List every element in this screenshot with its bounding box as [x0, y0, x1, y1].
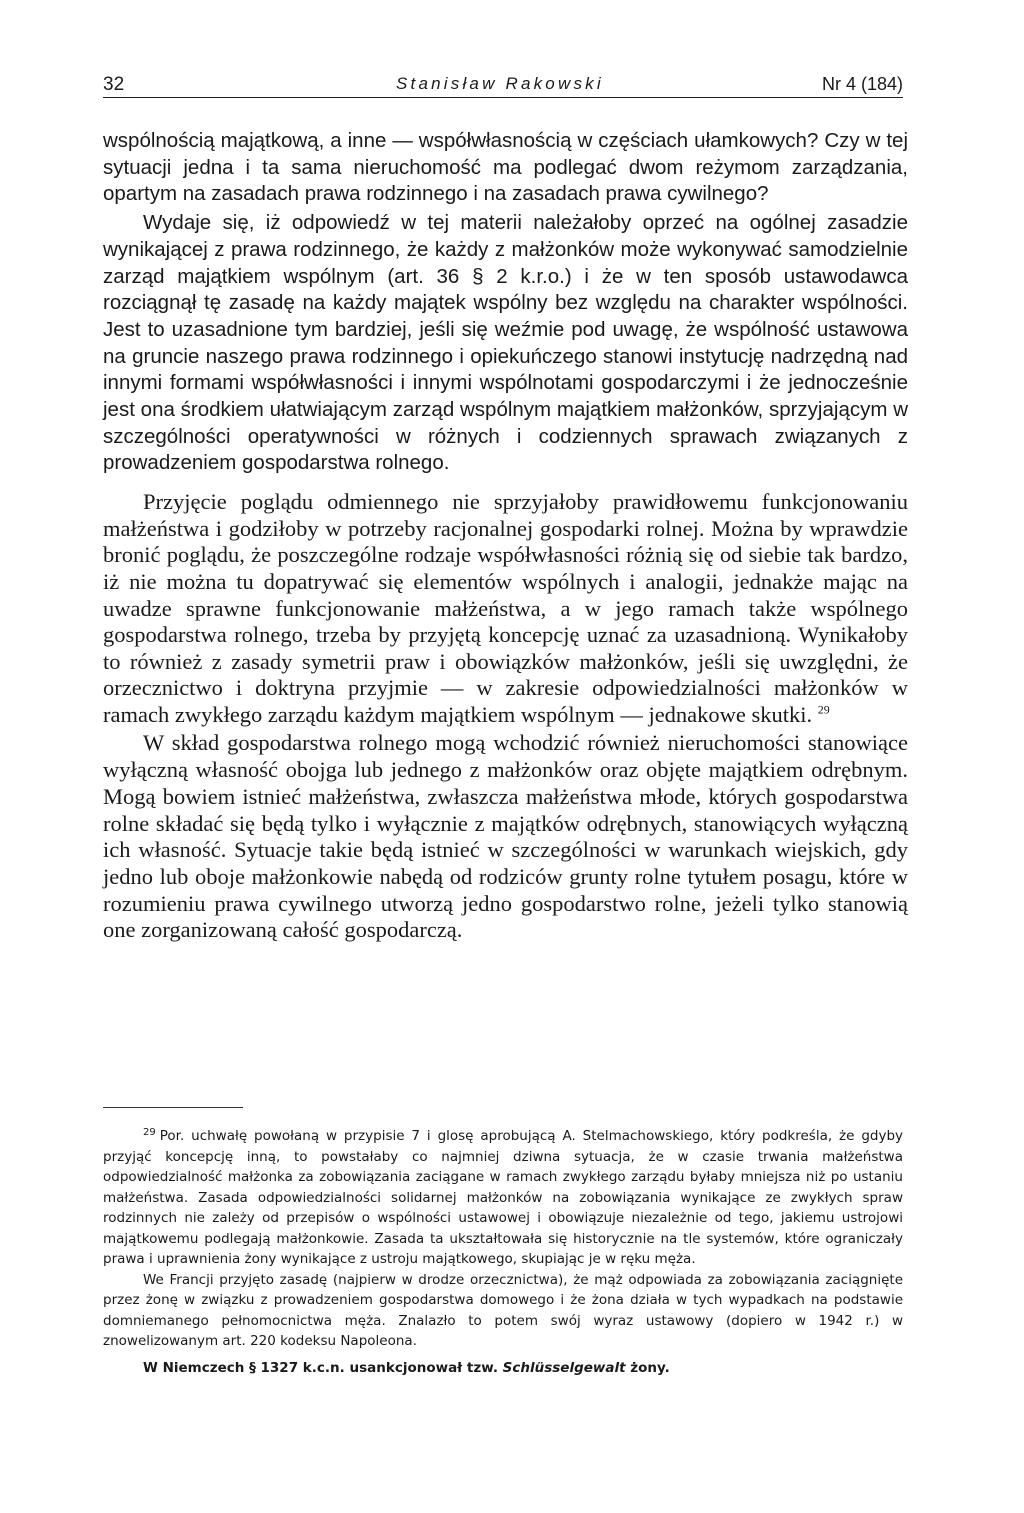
header-rule	[103, 97, 903, 98]
footnote-germany-post: żony.	[630, 1359, 670, 1376]
paragraph-1: wspólnością majątkową, a inne — współwłasnością w częściach ułamkowych? Czy w tej sytuacji jedna i ta sama nieruchomość ma podlegać dwom reżymom zarządzania, opartym na zasadach prawa rodzinnego i na zasadach prawa cywilnego?	[103, 129, 908, 206]
paragraph-3-text: Przyjęcie poglądu odmiennego nie sprzyjałoby prawidłowemu funkcjonowaniu małżeństwa i godziłoby w potrzeby racjonalnej gospodarki rolnej. Można by wprawdzie bronić poglądu, że poszczególne rodzaje współwłasności różnią się od siebie tak bardzo, iż nie można tu dopatrywać się elementów wspólnych i analogii, jednakże mając na uwadze sprawne funkcjonowanie małżeństwa, a w jego ramach także wspólnego gospodarstwa rolnego, trzeba by przyjętą koncepcję uznać za uzasadnioną. Wynikałoby to również z zasady symetrii praw i obowiązków małżonków, jeśli się uwzględni, że orzecznictwo i doktryna przyjmie — w zakresie odpowiedzialności małżonków w ramach zwykłego zarządu każdym majątkiem wspólnym — jednakowe skutki.	[103, 489, 908, 727]
running-title: Stanisław Rakowski	[396, 74, 604, 93]
paragraph-4: W skład gospodarstwa rolnego mogą wchodzić również nieruchomości stanowiące wyłączną własność obojga lub jednego z małżonków oraz objęte majątkiem odrębnym. Mogą bowiem istnieć małżeństwa, zwłaszcza małżeństwa młode, których gospodarstwa rolne składać się będą tylko i wyłącznie z majątków odrębnych, stanowiących wyłączną ich własność. Sytuacje takie będą istnieć w szczególności w warunkach wiejskich, gdy jedno lub oboje małżonkowie nabędą od rodziców grunty rolne tytułem posagu, które w rozumieniu prawa cywilnego utworzą jedno gospodarstwo rolne, jeżeli tylko stanowią one zorganizowaną całość gospodarczą.	[103, 730, 908, 943]
footnote-29-text-a: Por. uchwałę powołaną w przypisie 7 i glosę aprobującą A. Stelmachowskiego, który podkreśla, że gdyby przyjąć koncepcję inną, to powstałaby co najmniej dziwna sytuacja, że w czasie trwania małżeństwa odpowiedzialność małżonka za zobowiązania zaciągane w ramach zwykłego zarządu byłaby mniejsza niż po ustaniu małżeństwa. Zasada odpowiedzialności solidarnej małżonków na zobowiązania wynikające ze zwykłych spraw rodzinnych nie zależy od przepisów o wspólności ustawowej i obowiązuje niezależnie od tego, jakiemu ustrojowi majątkowemu podlegają małżonkowie. Zasada ta ukształtowała się historycznie na tle systemów, które ograniczały prawa i uprawnienia żony wynikające z ustroju majątkowego, skupiając je w ręku męża.	[103, 1128, 903, 1267]
main-text	[103, 128, 908, 944]
footnote-29-germany	[103, 1358, 903, 1379]
page-number: 32	[103, 74, 125, 95]
footnote-rule	[103, 1107, 243, 1108]
footnote-number: 29	[143, 1126, 156, 1138]
footnote-reference[interactable]: 29	[817, 702, 830, 717]
journal-issue: Nr 4 (184)	[821, 74, 903, 94]
footnote-29-continued: We Francji przyjęto zasadę (najpierw w drodze orzecznictwa), że mąż odpowiada za zobowiązania zaciągnięte przez żonę w związku z prowadzeniem gospodarstwa domowego i że żona działa w tych wypadkach na podstawie domniemanego pełnomocnictwa męża. Znalazło to potem swój wyraz ustawowy (dopiero w 1942 r.) w znowelizowanym art. 220 kodeksu Napoleona.	[103, 1271, 903, 1349]
footnotes	[103, 1126, 903, 1378]
footnote-germany-pre: W Niemczech § 1327 k.c.n. usankcjonował tzw.	[143, 1359, 498, 1376]
footnote-germany-term: Schlüsselgewalt	[502, 1359, 626, 1376]
footnote-29	[103, 1126, 903, 1270]
paragraph-2: Wydaje się, iż odpowiedź w tej materii należałoby oprzeć na ogólnej zasadzie wynikającej z prawa rodzinnego, że każdy z małżonków może wykonywać samodzielnie zarząd majątkiem wspólnym (art. 36 § 2 k.r.o.) i że w ten sposób ustawodawca rozciągnął tę zasadę na każdy majątek wspólny bez względu na charakter wspólności. Jest to uzasadnione tym bardziej, jeśli się weźmie pod uwagę, że wspólność ustawowa na gruncie naszego prawa rodzinnego i opiekuńczego stanowi instytucję nadrzędną nad innymi formami współwłasności i innymi wspólnotami gospodarczymi i że jednocześnie jest ona środkiem ułatwiającym zarząd wspólnym majątkiem małżonków, sprzyjającym w szczególności operatywności w różnych i codziennych sprawach związanych z prowadzeniem gospodarstwa rolnego.	[103, 211, 908, 475]
page-header	[103, 74, 903, 104]
paragraph-3	[103, 489, 908, 728]
